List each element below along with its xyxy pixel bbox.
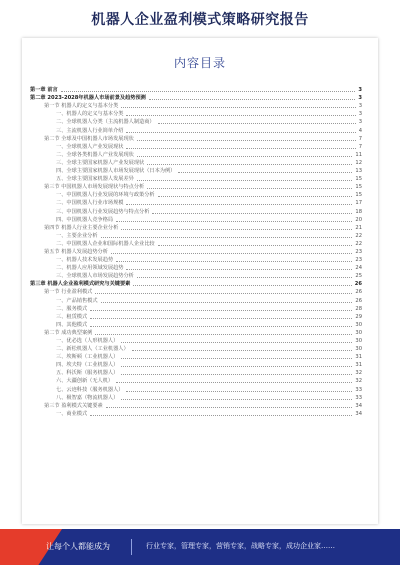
toc-entry[interactable] (30, 182, 362, 190)
toc-leader-dots (132, 349, 353, 351)
toc-leader-dots (95, 333, 352, 335)
toc-entry-title: 第一章 前言 (30, 87, 58, 94)
toc-entry[interactable] (30, 409, 362, 417)
toc-leader-dots (137, 179, 353, 181)
toc-entry-title: 二、全球各类机器人产业发展现状 (56, 151, 134, 158)
toc-entry-page: 15 (355, 184, 362, 191)
toc-entry-title: 二、中国机器人企业和国际机器人企业比较 (56, 240, 155, 247)
toc-entry[interactable] (30, 360, 362, 368)
toc-entry-title: 五、全球主要国家机器人发展差异 (56, 176, 134, 183)
toc-entry[interactable] (30, 304, 362, 312)
toc-entry-page: 26 (355, 297, 362, 304)
toc-entry[interactable] (30, 320, 362, 328)
toc-entry[interactable] (30, 336, 362, 344)
toc-entry-title: 八、极智嘉（物流机器人） (56, 394, 119, 401)
toc-leader-dots (126, 147, 355, 149)
toc-entry-page: 30 (355, 346, 362, 353)
toc-entry-title: 三、埃斯顿（工业机器人） (56, 354, 119, 361)
footer-banner (0, 529, 400, 565)
toc-entry-title: 四、全球主要国家机器人市场发展现状（日本为例） (56, 168, 176, 175)
toc-leader-dots (90, 309, 352, 311)
toc-entry[interactable] (30, 263, 362, 271)
toc-entry-title: 第二章 2023-2028年机器人市场前景及趋势预测 (30, 95, 146, 102)
toc-leader-dots (121, 106, 355, 108)
toc-leader-dots (111, 252, 352, 254)
toc-leader-dots (126, 268, 352, 270)
toc-entry-title: 四、其他模式 (56, 321, 88, 328)
toc-leader-dots (149, 98, 356, 100)
toc-leader-dots (147, 163, 352, 165)
toc-entry-page: 3 (358, 111, 362, 118)
toc-entry[interactable] (30, 376, 362, 384)
toc-entry-title: 二、中国机器人行业市场规模 (56, 200, 124, 207)
toc-entry[interactable] (30, 93, 362, 101)
toc-entry-page: 18 (355, 208, 362, 215)
toc-entry-page: 3 (358, 95, 362, 102)
toc-entry-page: 15 (355, 176, 362, 183)
toc-entry-title: 一、全球机器人产业发展现状 (56, 143, 124, 150)
toc-leader-dots (126, 390, 352, 392)
toc-leader-dots (121, 398, 352, 400)
toc-entry-page: 3 (358, 87, 362, 94)
toc-entry-title: 一、机器人的定义与基本分类 (56, 111, 124, 118)
toc-entry-page: 22 (355, 232, 362, 239)
header-band (0, 0, 400, 38)
toc-entry[interactable] (30, 401, 362, 409)
toc-entry[interactable] (30, 352, 362, 360)
toc-entry-title: 第四节 机器人行业主要企业分析 (44, 224, 119, 231)
toc-entry[interactable] (30, 101, 362, 109)
toc-entry[interactable] (30, 198, 362, 206)
toc-leader-dots (126, 131, 355, 133)
toc-entry-title: 第一节 行业盈利模式 (44, 289, 93, 296)
toc-entry[interactable] (30, 215, 362, 223)
toc-entry-title: 二、全球机器人分类（主流机器人制造商） (56, 119, 155, 126)
toc-entry-page: 33 (355, 386, 362, 393)
toc-entry-page: 28 (355, 305, 362, 312)
toc-leader-dots (61, 90, 356, 92)
toc-entry[interactable] (30, 393, 362, 401)
toc-entry-page: 32 (355, 378, 362, 385)
toc-entry-title: 第五节 机器人发展趋势分析 (44, 248, 108, 255)
toc-leader-dots (116, 260, 352, 262)
toc-leader-dots (147, 187, 352, 189)
toc-entry[interactable] (30, 223, 362, 231)
toc-entry[interactable] (30, 239, 362, 247)
toc-entry-page: 30 (355, 321, 362, 328)
toc-leader-dots (101, 301, 353, 303)
toc-entry[interactable] (30, 344, 362, 352)
toc-leader-dots (101, 236, 353, 238)
toc-entry[interactable] (30, 85, 362, 93)
toc-entry-page: 34 (355, 402, 362, 409)
toc-entry-page: 32 (355, 370, 362, 377)
toc-entry[interactable] (30, 166, 362, 174)
toc-entry-title: 二、服务模式 (56, 305, 88, 312)
toc-leader-dots (121, 357, 352, 359)
footer-slogan: 让每个人都能成为 (46, 542, 110, 551)
toc-entry-title: 四、埃夫特（工业机器人） (56, 362, 119, 369)
toc-entry-title: 第二节 成功典型案例 (44, 329, 93, 336)
toc-entry-title: 三、租赁模式 (56, 313, 88, 320)
document-title: 机器人企业盈利模式策略研究报告 (91, 12, 309, 28)
toc-entry[interactable] (30, 206, 362, 214)
toc-entry-page: 4 (358, 127, 362, 134)
toc-entry-title: 第三节 中国机器人市场发展现状与特点分析 (44, 184, 145, 191)
toc-entry[interactable] (30, 190, 362, 198)
toc-entry-page: 21 (355, 224, 362, 231)
toc-entry-page: 3 (358, 103, 362, 110)
toc-leader-dots (121, 365, 352, 367)
toc-leader-dots (121, 228, 352, 230)
toc-leader-dots (90, 317, 352, 319)
toc-leader-dots (126, 114, 355, 116)
toc-entry-title: 三、全球主要国家机器人产业发展现状 (56, 159, 145, 166)
table-of-contents (30, 85, 362, 417)
toc-entry-page: 24 (355, 265, 362, 272)
toc-entry-page: 25 (355, 273, 362, 280)
toc-entry-title: 第二节 全球及中国机器人市场发展现状 (44, 135, 134, 142)
toc-entry[interactable] (30, 174, 362, 182)
toc-leader-dots (126, 203, 352, 205)
toc-entry-page: 17 (355, 200, 362, 207)
toc-entry[interactable] (30, 271, 362, 279)
toc-entry-title: 一、中国机器人行业发展的环境与政策分析 (56, 192, 155, 199)
toc-heading: 内容目录 (173, 56, 226, 70)
toc-leader-dots (121, 341, 352, 343)
toc-leader-dots (137, 276, 353, 278)
toc-entry-title: 一、优必选（人形机器人） (56, 338, 119, 344)
toc-entry-title: 一、机器人技术发展趋势 (56, 257, 114, 264)
toc-entry-page: 22 (355, 240, 362, 247)
toc-entry-title: 二、机器人应用领域发展趋势 (56, 265, 124, 272)
toc-leader-dots (158, 244, 353, 246)
toc-entry-title: 第三章 机器人企业盈利模式研究与关键要素 (30, 281, 131, 288)
toc-entry-page: 29 (355, 313, 362, 320)
toc-entry[interactable] (30, 295, 362, 303)
toc-entry[interactable] (30, 158, 362, 166)
toc-leader-dots (133, 284, 351, 286)
toc-entry[interactable] (30, 287, 362, 295)
toc-entry[interactable] (30, 231, 362, 239)
toc-entry[interactable] (30, 125, 362, 133)
toc-entry-page: 12 (355, 159, 362, 166)
toc-entry-page: 30 (355, 338, 362, 344)
toc-entry-page: 7 (358, 135, 362, 142)
toc-entry-page: 26 (355, 289, 362, 296)
toc-leader-dots (90, 325, 352, 327)
document-page (22, 38, 378, 524)
toc-entry[interactable] (30, 247, 362, 255)
toc-entry-title: 一、商业模式 (56, 410, 88, 417)
toc-leader-dots (137, 139, 356, 141)
toc-entry-page: 33 (355, 394, 362, 401)
toc-entry-page: 3 (358, 119, 362, 126)
toc-entry-title: 第三节 盈利模式关键要素 (44, 402, 103, 409)
toc-entry-page: 26 (354, 281, 362, 288)
toc-entry[interactable] (30, 109, 362, 117)
toc-entry[interactable] (30, 255, 362, 263)
toc-leader-dots (158, 122, 356, 124)
toc-leader-dots (121, 373, 352, 375)
toc-entry-page: 13 (355, 168, 362, 175)
toc-entry-title: 六、大疆创新（无人机） (56, 378, 114, 385)
toc-entry-title: 五、科沃斯（服务机器人） (56, 370, 119, 377)
toc-entry-page: 11 (355, 151, 362, 158)
toc-entry-page: 31 (355, 354, 362, 361)
toc-entry-page: 20 (355, 216, 362, 223)
toc-entry-page: 31 (355, 362, 362, 369)
toc-entry-title: 三、主流机器人行业简单介绍 (56, 127, 124, 134)
toc-leader-dots (90, 414, 352, 416)
toc-entry[interactable] (30, 150, 362, 158)
toc-entry[interactable] (30, 328, 362, 336)
toc-entry[interactable] (30, 368, 362, 376)
toc-leader-dots (152, 212, 352, 214)
toc-entry-title: 七、云迹科技（服务机器人） (56, 386, 124, 393)
toc-leader-dots (178, 171, 352, 173)
toc-entry-title: 二、新松机器人（工业机器人） (56, 346, 129, 353)
toc-entry[interactable] (30, 384, 362, 392)
toc-entry-title: 三、中国机器人行业发展趋势与特点分析 (56, 208, 150, 215)
toc-entry-page: 30 (355, 329, 362, 336)
toc-entry-title: 四、中国机器人竞争格局 (56, 216, 114, 223)
toc-entry[interactable] (30, 142, 362, 150)
toc-entry-title: 三、全球机器人市场发展趋势分析 (56, 273, 134, 280)
toc-entry-page: 15 (355, 192, 362, 199)
toc-leader-dots (95, 292, 352, 294)
toc-entry[interactable] (30, 134, 362, 142)
toc-entry[interactable] (30, 279, 362, 287)
toc-entry-title: 第一节 机器人的定义与基本分类 (44, 103, 119, 110)
toc-entry-title: 一、主要企业分析 (56, 232, 98, 239)
footer-divider (131, 539, 132, 555)
toc-leader-dots (116, 220, 352, 222)
toc-leader-dots (158, 195, 353, 197)
toc-entry-title: 一、产品销售模式 (56, 297, 98, 304)
toc-leader-dots (116, 381, 352, 383)
toc-leader-dots (137, 155, 353, 157)
toc-entry[interactable] (30, 117, 362, 125)
toc-leader-dots (106, 406, 353, 408)
toc-entry[interactable] (30, 312, 362, 320)
toc-entry-page: 23 (355, 248, 362, 255)
footer-tagline: 行业专家，管理专家，营销专家，战略专家，成功企业家…… (146, 542, 335, 550)
toc-entry-page: 34 (355, 410, 362, 417)
toc-entry-page: 23 (355, 257, 362, 264)
toc-entry-page: 7 (358, 143, 362, 150)
